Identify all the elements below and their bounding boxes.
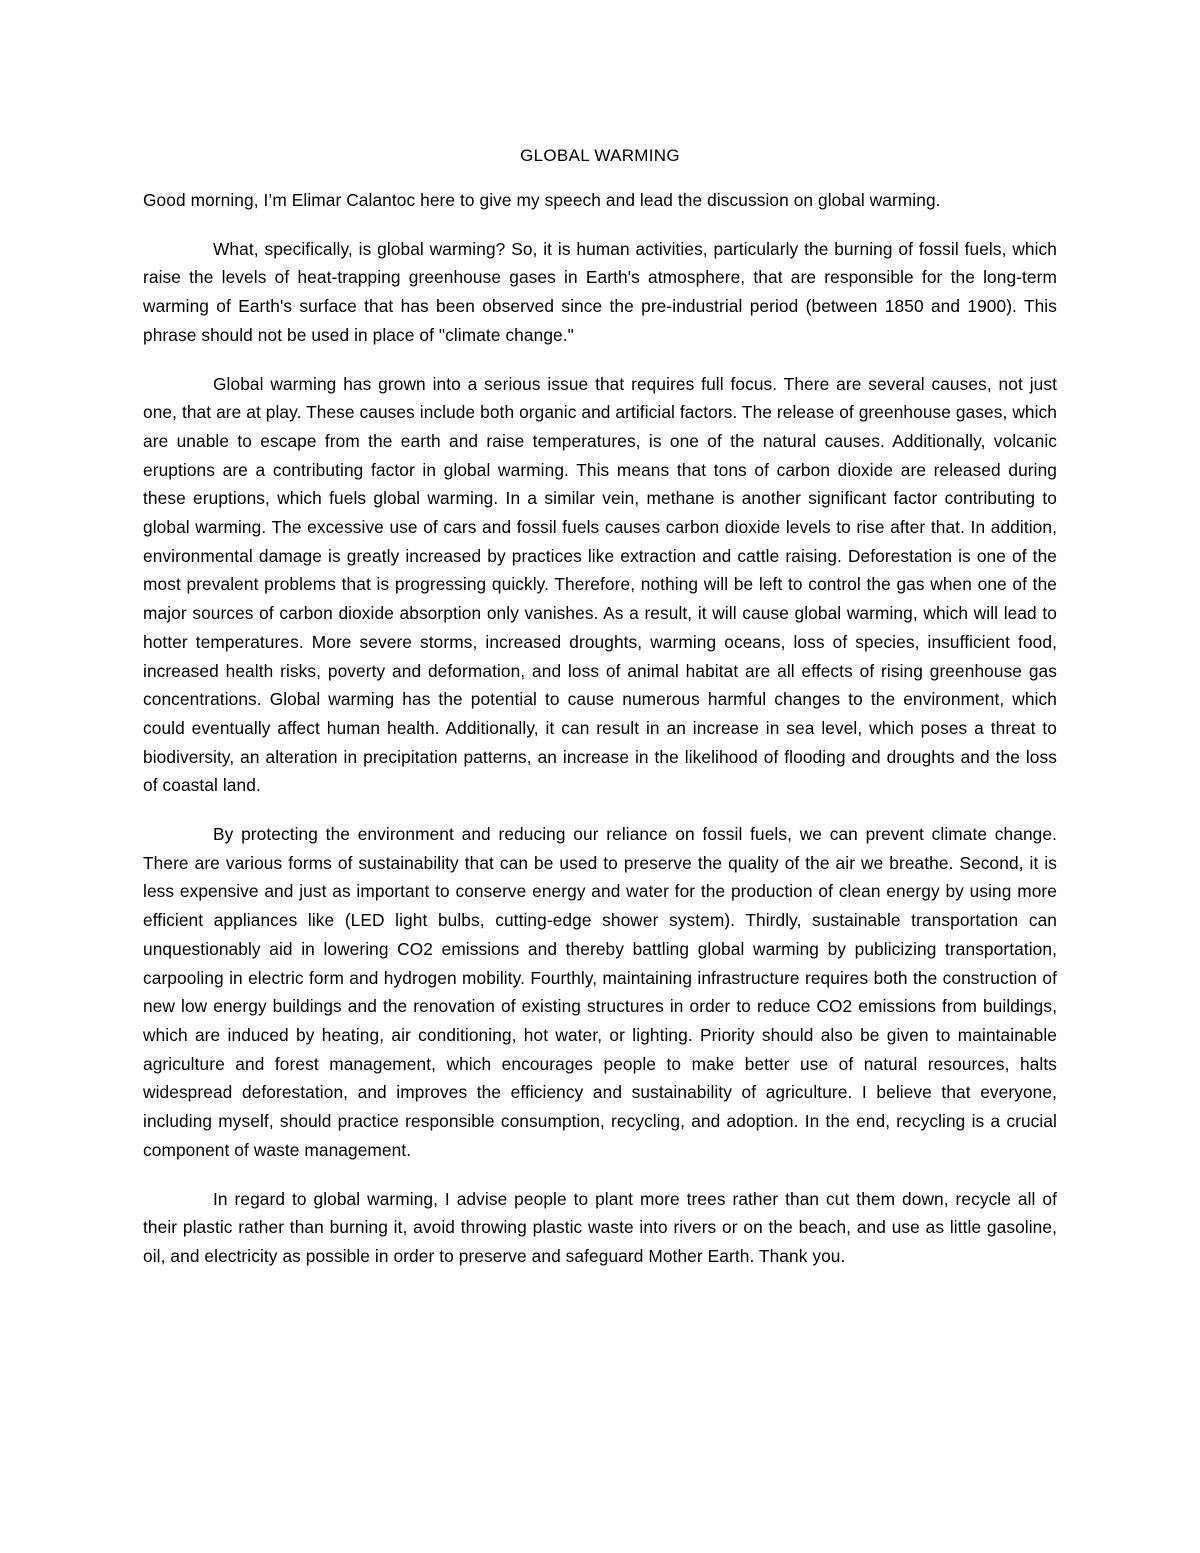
paragraph-conclusion: In regard to global warming, I advise people to plant more trees rather than cut them down, recycle all of their plastic rather than burning it, avoid throwing plastic waste into rivers or on the beach, and use as little gasoline, oil, and electricity as possible in order to preserve and safeguard Mother Earth. Thank you. <box>143 1188 1057 1266</box>
paragraph-definition: What, specifically, is global warming? So, it is human activities, particularly the burning of fossil fuels, which raise the levels of heat-trapping greenhouse gases in Earth's atmosphere, that are responsible for the long-term warming of Earth's surface that has been observed since the pre-industrial period (between 1850 and 1900). This phrase should not be used in place of "climate change." <box>143 238 1057 345</box>
paragraph-causes-effects: Global warming has grown into a serious issue that requires full focus. There are several causes, not just one, that are at play. These causes include both organic and artificial factors. The release of greenhouse gases, which are unable to escape from the earth and raise temperatures, is one of the natural causes. Additionally, volcanic eruptions are a contributing factor in global warming. This means that tons of carbon dioxide are released during these eruptions, which fuels global warming. In a similar vein, methane is another significant factor contributing to global warming. The excessive use of cars and fossil fuels causes carbon dioxide levels to rise after that. In addition, environmental damage is greatly increased by practices like extraction and cattle raising. Deforestation is one of the most prevalent problems that is progressing quickly. Therefore, nothing will be left to control the gas when one of the major sources of carbon dioxide absorption only vanishes. As a result, it will cause global warming, which will lead to hotter temperatures. More severe storms, increased droughts, warming oceans, loss of species, insufficient food, increased health risks, poverty and deformation, and loss of animal habitat are all effects of rising greenhouse gas concentrations. Global warming has the potential to cause numerous harmful changes to the environment, which could eventually affect human health. Additionally, it can result in an increase in sea level, which poses a threat to biodiversity, an alteration in precipitation patterns, an increase in the likelihood of flooding and droughts and the loss of coastal land. <box>143 373 1057 796</box>
document-title: GLOBAL WARMING <box>520 146 680 165</box>
intro-paragraph: Good morning, I’m Elimar Calantoc here to give my speech and lead the discussion on global warming. <box>143 190 941 210</box>
paragraph-solutions: By protecting the environment and reducing our reliance on fossil fuels, we can prevent climate change. There are various forms of sustainability that can be used to preserve the quality of the air we breathe. Second, it is less expensive and just as important to conserve energy and water for the production of clean energy by using more efficient appliances like (LED light bulbs, cutting-edge shower system). Thirdly, sustainable transportation can unquestionably aid in lowering CO2 emissions and thereby battling global warming by publicizing transportation, carpooling in electric form and hydrogen mobility. Fourthly, maintaining infrastructure requires both the construction of new low energy buildings and the renovation of existing structures in order to reduce CO2 emissions from buildings, which are induced by heating, air conditioning, hot water, or lighting. Priority should also be given to maintainable agriculture and forest management, which encourages people to make better use of natural resources, halts widespread deforestation, and improves the efficiency and sustainability of agriculture. I believe that everyone, including myself, should practice responsible consumption, recycling, and adoption. In the end, recycling is a crucial component of waste management. <box>143 824 1057 1160</box>
document-body <box>143 142 1057 1271</box>
